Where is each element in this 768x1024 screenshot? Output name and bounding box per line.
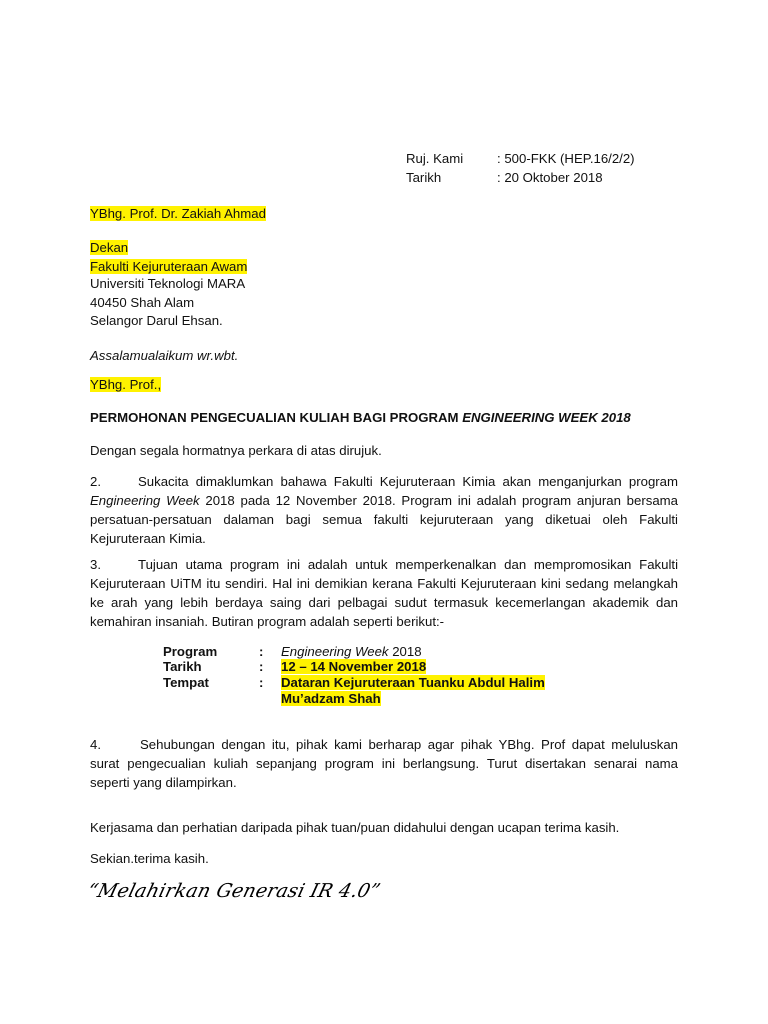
recipient-faculty: Fakulti Kejuruteraan Awam — [90, 259, 248, 274]
detail-tarikh-label: Tarikh — [163, 659, 202, 674]
paragraph-2-text-b: 2018 pada 12 November 2018. Program ini adalah program anjuran bersama persatuan-persatuan dalaman bagi semua fakulti kejuruteraan yang diketuai oleh Fakulti Kejuruteraan Kimia. — [90, 493, 678, 546]
paragraph-3-number: 3. — [90, 557, 101, 572]
detail-tempat-line2: Mu’adzam Shah — [281, 691, 381, 706]
tarikh-label: Tarikh — [406, 170, 442, 185]
motto: “Melahirkan Generasi IR 4.0” — [85, 880, 383, 902]
ruj-kami-value: : 500-FKK (HEP.16/2/2) — [497, 151, 635, 166]
recipient-title: Dekan — [90, 240, 129, 255]
recipient-university: Universiti Teknologi MARA — [90, 276, 246, 291]
recipient-postcode: 40450 Shah Alam — [90, 295, 195, 310]
greeting: Assalamualaikum wr.wbt. — [90, 348, 239, 363]
detail-tarikh-colon: : — [259, 659, 264, 674]
subject-italic: ENGINEERING WEEK 2018 — [462, 410, 631, 425]
paragraph-4-text: Sehubungan dengan itu, pihak kami berharap agar pihak YBhg. Prof dapat meluluskan surat pengecualian kuliah sepanjang program ini berlangsung. Turut disertakan senarai nama seperti yang dilampirkan. — [90, 737, 678, 790]
paragraph-1: Dengan segala hormatnya perkara di atas dirujuk. — [90, 443, 382, 458]
detail-tempat-colon: : — [259, 675, 264, 690]
paragraph-4-number: 4. — [90, 737, 101, 752]
detail-program-rest: 2018 — [388, 644, 422, 659]
paragraph-2-text-a: Sukacita dimaklumkan bahawa Fakulti Kejuruteraan Kimia akan menganjurkan program — [138, 474, 678, 489]
detail-program-italic: Engineering Week — [281, 644, 389, 659]
subject-main: PERMOHONAN PENGECUALIAN KULIAH BAGI PROGRAM — [90, 410, 463, 425]
recipient-name: YBhg. Prof. Dr. Zakiah Ahmad — [90, 206, 266, 221]
salutation: YBhg. Prof., — [90, 377, 162, 392]
detail-tempat-line1: Dataran Kejuruteraan Tuanku Abdul Halim — [281, 675, 545, 690]
paragraph-3-text: Tujuan utama program ini adalah untuk memperkenalkan dan mempromosikan Fakulti Kejuruteraan UiTM itu sendiri. Hal ini demikian kerana Fakulti Kejuruteraan kini sedang melangkah ke arah yang lebih berdaya saing dari pelbagai sudut termasuk kecemerlangan akademik dan kemahiran insaniah. Butiran program adalah seperti berikut:- — [90, 557, 678, 629]
paragraph-3 — [90, 555, 678, 631]
detail-program-value — [281, 644, 422, 659]
paragraph-2-italic: Engineering Week — [90, 493, 200, 508]
detail-tarikh-value: 12 – 14 November 2018 — [281, 659, 427, 674]
detail-program-label: Program — [163, 644, 218, 659]
paragraph-6: Sekian.terima kasih. — [90, 851, 209, 866]
recipient-state: Selangor Darul Ehsan. — [90, 313, 223, 328]
detail-tempat-label: Tempat — [163, 675, 209, 690]
paragraph-5: Kerjasama dan perhatian daripada pihak tuan/puan didahului dengan ucapan terima kasih. — [90, 820, 620, 835]
tarikh-value: : 20 Oktober 2018 — [497, 170, 603, 185]
paragraph-2 — [90, 472, 678, 548]
ruj-kami-label: Ruj. Kami — [406, 151, 464, 166]
subject-line — [90, 410, 631, 425]
paragraph-2-number: 2. — [90, 474, 101, 489]
paragraph-4 — [90, 735, 678, 792]
detail-program-colon: : — [259, 644, 264, 659]
